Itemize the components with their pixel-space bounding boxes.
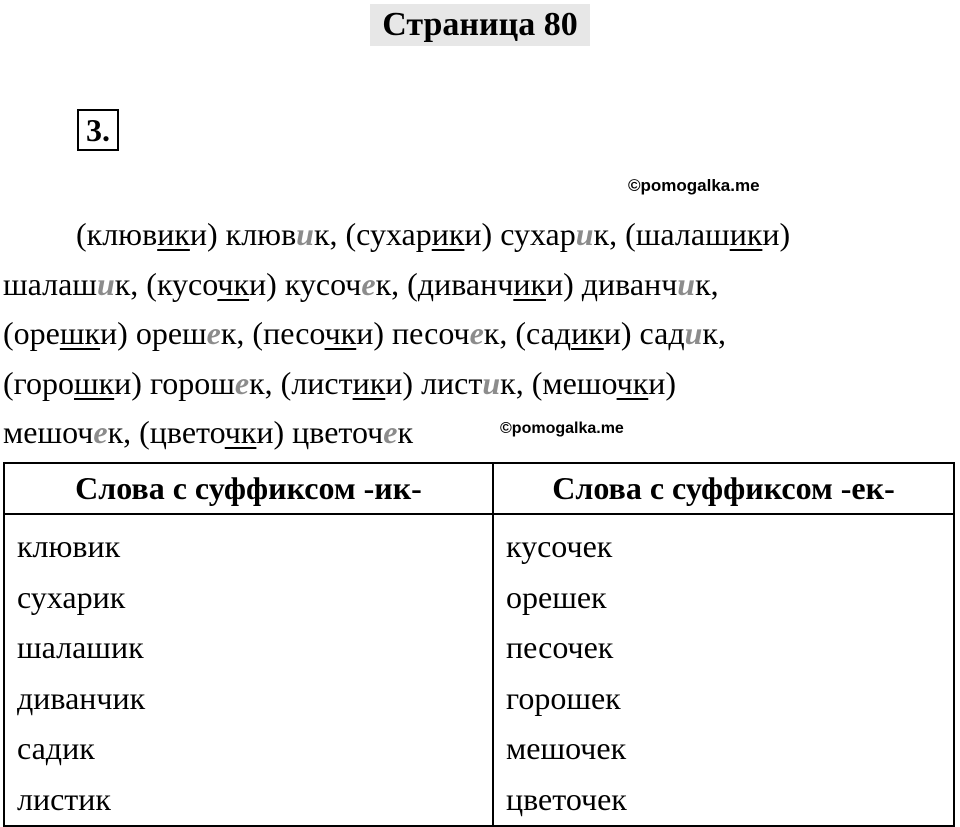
suffix-vowel: е <box>361 265 376 302</box>
text-line <box>3 408 953 458</box>
suffix-vowel: и <box>575 216 594 252</box>
underlined-part: ик <box>571 315 604 351</box>
list-item: песочек <box>506 629 614 666</box>
text-segment: и) диванч <box>545 265 678 302</box>
text-segment: мешоч <box>3 414 94 450</box>
page-title: Страница 80 <box>370 4 590 46</box>
underlined-part: ик <box>513 265 546 302</box>
suffix-vowel: е <box>383 414 398 450</box>
text-segment: к, (шалаш <box>593 216 730 252</box>
list-item: диванчик <box>17 679 146 716</box>
underlined-part: шк <box>59 315 101 351</box>
suffix-vowel: е <box>234 364 250 401</box>
text-segment: (горо <box>3 364 74 401</box>
text-segment: к <box>397 414 413 450</box>
list-item: горошек <box>506 679 621 716</box>
underlined-part: ик <box>352 364 386 401</box>
table-row <box>4 514 954 826</box>
underlined-part: ик <box>157 216 190 252</box>
text-segment: к, (песо <box>220 315 325 351</box>
suffix-vowel: е <box>469 315 484 351</box>
suffix-vowel: и <box>684 315 703 351</box>
suffix-vowel: и <box>96 265 115 302</box>
list-item: орешек <box>506 578 607 615</box>
text-segment: и) горош <box>114 364 235 401</box>
text-segment: и) <box>762 216 791 252</box>
text-segment: к, (лист <box>249 364 353 401</box>
watermark: ©pomogalka.me <box>500 420 624 437</box>
text-segment: к, (цвето <box>107 414 225 450</box>
column-header-ek: Слова с суффиксом -ек- <box>493 463 954 514</box>
text-segment: к, <box>695 265 719 302</box>
table-header-row <box>4 463 954 514</box>
underlined-part: ик <box>729 216 763 252</box>
underlined-part: ик <box>431 216 465 252</box>
suffix-vowel: е <box>206 315 221 351</box>
underlined-part: чк <box>324 315 357 351</box>
text-segment: (клюв <box>76 216 158 252</box>
underlined-part: чк <box>616 364 649 401</box>
list-item: мешочек <box>506 730 627 767</box>
word-list-ik <box>4 514 493 826</box>
text-segment: и) цветоч <box>256 414 384 450</box>
list-item: кусочек <box>506 528 613 564</box>
text-line <box>3 210 953 260</box>
list-item: листик <box>17 780 111 817</box>
text-segment: к, (мешо <box>500 364 617 401</box>
list-item: цветочек <box>506 780 627 817</box>
suffix-vowel: и <box>482 364 501 401</box>
underlined-part: шк <box>73 364 115 401</box>
underlined-part: чк <box>217 265 250 302</box>
text-segment: к, (сухар <box>313 216 432 252</box>
task-number: 3. <box>77 109 119 151</box>
list-item: шалашик <box>17 629 144 666</box>
list-item: садик <box>17 730 95 767</box>
text-segment: и) сухар <box>464 216 576 252</box>
watermark: ©pomogalka.me <box>628 176 760 195</box>
text-segment: (оре <box>3 315 60 351</box>
list-item: клювик <box>17 528 121 564</box>
text-line <box>3 359 953 409</box>
suffix-vowel: и <box>677 265 696 302</box>
underlined-part: чк <box>224 414 257 450</box>
text-segment: к, (диванч <box>375 265 514 302</box>
text-segment: и) <box>648 364 677 401</box>
word-list-ek <box>493 514 954 826</box>
text-line <box>3 260 953 310</box>
text-segment: и) ореш <box>100 315 207 351</box>
suffix-vowel: е <box>93 414 108 450</box>
word-table <box>3 462 955 827</box>
text-segment: и) клюв <box>189 216 297 252</box>
text-segment: и) песоч <box>356 315 470 351</box>
text-segment: и) лист <box>385 364 483 401</box>
text-segment: шалаш <box>3 265 97 302</box>
text-segment: к, (сад <box>483 315 572 351</box>
exercise-text <box>3 210 953 458</box>
suffix-vowel: и <box>296 216 314 252</box>
text-segment: и) кусоч <box>249 265 362 302</box>
text-segment: к, <box>702 315 726 351</box>
list-item: сухарик <box>17 578 126 615</box>
text-segment: к, (кусо <box>114 265 218 302</box>
column-header-ik: Слова с суффиксом -ик- <box>4 463 493 514</box>
text-line <box>3 309 953 359</box>
text-segment: и) сад <box>603 315 685 351</box>
